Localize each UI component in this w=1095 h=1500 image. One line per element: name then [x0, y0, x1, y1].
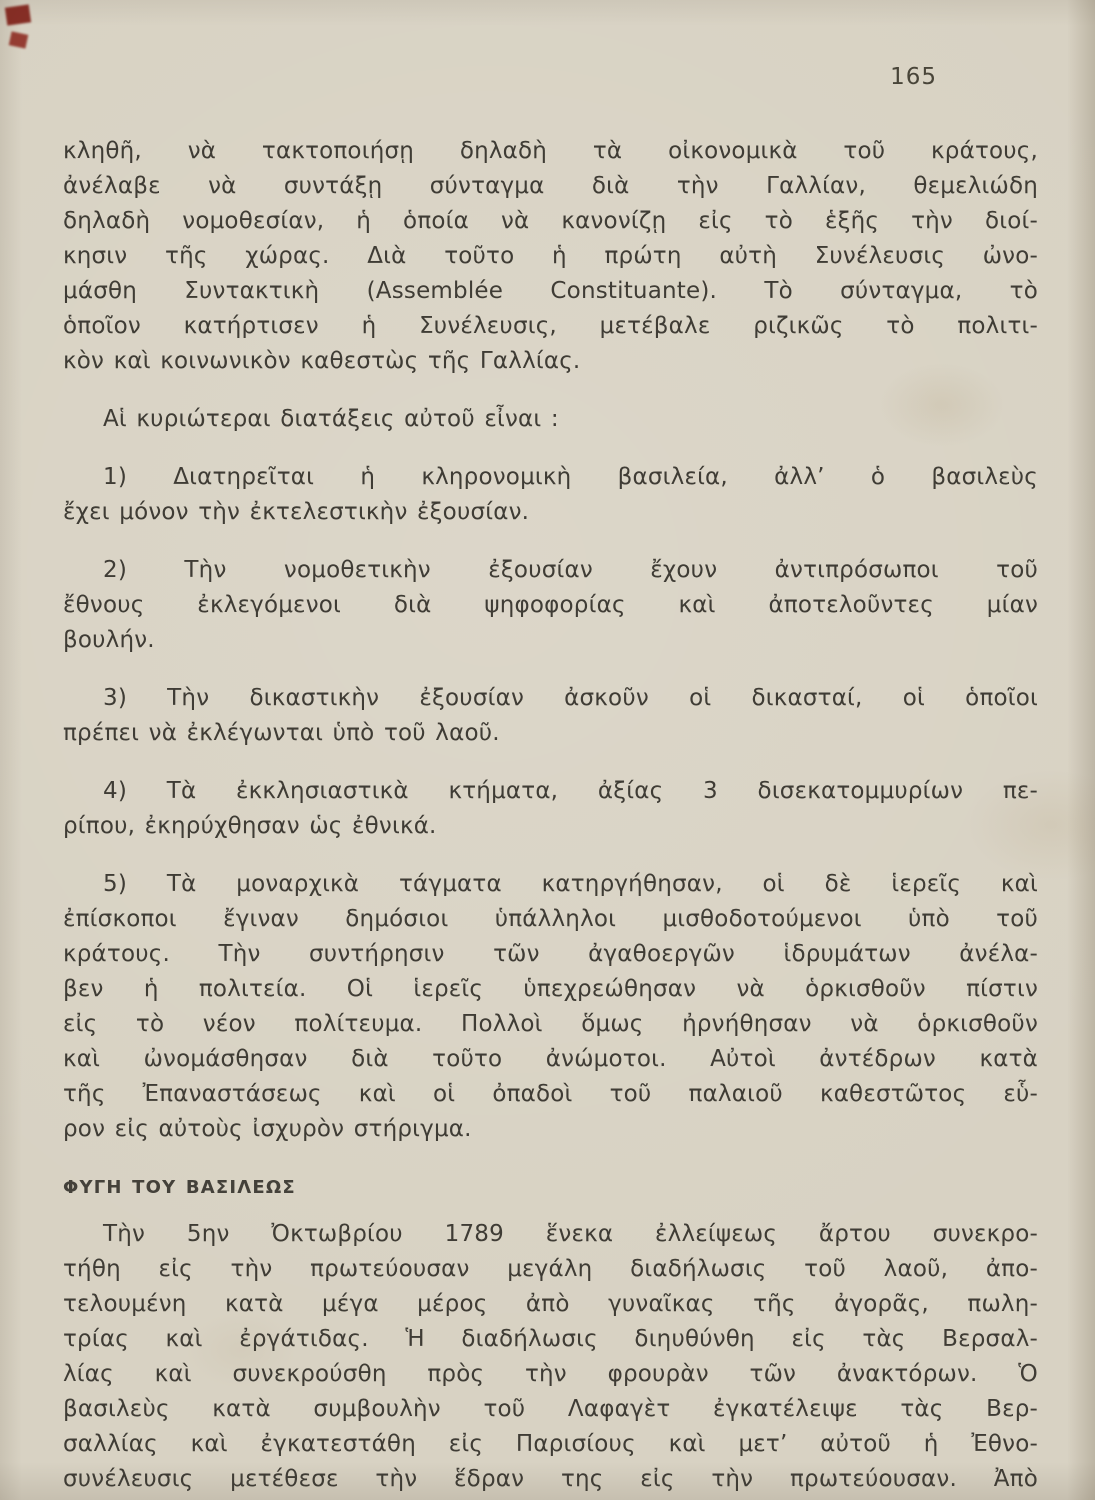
text-line: κὸν καὶ κοινωνικὸν καθεστὼς τῆς Γαλλίας. [63, 348, 581, 374]
text-line: ἀνέλαβε νὰ συντάξῃ σύνταγμα διὰ τὴν Γαλλίαν, θεμελιώδη [63, 173, 1038, 199]
text-line: δηλαδὴ νομοθεσίαν, ἡ ὁποία νὰ κανονίζῃ εἰς τὸ ἑξῆς τὴν διοί- [63, 208, 1038, 234]
text-line: 3) Τὴν δικαστικὴν ἐξουσίαν ἀσκοῦν οἱ δικασταί, οἱ ὁποῖοι [103, 685, 1038, 711]
red-ink-mark [5, 4, 31, 25]
text-line: Τὴν 5ην Ὀκτωβρίου 1789 ἕνεκα ἐλλείψεως ἄρτου συνεκρο- [103, 1221, 1038, 1247]
text-line: τελουμένη κατὰ μέγα μέρος ἀπὸ γυναῖκας τῆς ἀγορᾶς, πωλη- [63, 1291, 1038, 1317]
text-block [63, 134, 1038, 1500]
text-line: βεν ἡ πολιτεία. Οἱ ἱερεῖς ὑπεχρεώθησαν νὰ ὁρκισθοῦν πίστιν [63, 976, 1038, 1002]
text-line: ἔθνους ἐκλεγόμενοι διὰ ψηφοφορίας καὶ ἀποτελοῦντες μίαν [63, 592, 1038, 618]
text-line: βασιλεὺς κατὰ συμβουλὴν τοῦ Λαφαγὲτ ἐγκατέλειψε τὰς Βερ- [63, 1396, 1038, 1422]
text-line: ὁποῖον κατήρτισεν ἡ Συνέλευσις, μετέβαλε ριζικῶς τὸ πολιτι- [63, 313, 1038, 339]
text-line: εἰς τὸ νέον πολίτευμα. Πολλοὶ ὅμως ἠρνήθησαν νὰ ὁρκισθοῦν [63, 1011, 1038, 1037]
text-line: ἐπίσκοποι ἔγιναν δημόσιοι ὑπάλληλοι μισθοδοτούμενοι ὑπὸ τοῦ [63, 906, 1038, 932]
text-line: πρέπει νὰ ἐκλέγωνται ὑπὸ τοῦ λαοῦ. [63, 720, 500, 746]
text-line: βουλήν. [63, 627, 155, 653]
section-heading: ΦΥΓΗ ΤΟΥ ΒΑΣΙΛΕΩΣ [63, 1177, 296, 1198]
text-line: τήθη εἰς τὴν πρωτεύουσαν μεγάλη διαδήλωσις τοῦ λαοῦ, ἀπο- [63, 1256, 1038, 1282]
text-line: κληθῆ, νὰ τακτοποιήσῃ δηλαδὴ τὰ οἰκονομικὰ τοῦ κράτους, [63, 138, 1038, 164]
text-line: κησιν τῆς χώρας. Διὰ τοῦτο ἡ πρώτη αὐτὴ Συνέλευσις ὠνο- [63, 243, 1038, 269]
text-line: σαλλίας καὶ ἐγκατεστάθη εἰς Παρισίους καὶ μετ’ αὐτοῦ ἡ Ἐθνο- [63, 1431, 1038, 1457]
text-line: καὶ ὠνομάσθησαν διὰ τοῦτο ἀνώμοτοι. Αὐτοὶ ἀντέδρων κατὰ [63, 1046, 1038, 1072]
text-line: τρίας καὶ ἐργάτιδας. Ἡ διαδήλωσις διηυθύνθη εἰς τὰς Βερσαλ- [63, 1326, 1038, 1352]
text-line: κράτους. Τὴν συντήρησιν τῶν ἀγαθοεργῶν ἱδρυμάτων ἀνέλα- [63, 941, 1038, 967]
red-ink-mark [9, 31, 29, 48]
text-line: ἔχει μόνον τὴν ἐκτελεστικὴν ἐξουσίαν. [63, 499, 530, 525]
text-line: 4) Τὰ ἐκκλησιαστικὰ κτήματα, ἀξίας 3 δισεκατομμυρίων πε- [103, 778, 1038, 804]
text-line: ρον εἰς αὐτοὺς ἰσχυρὸν στήριγμα. [63, 1116, 472, 1142]
text-line: λίας καὶ συνεκρούσθη πρὸς τὴν φρουρὰν τῶν ἀνακτόρων. Ὁ [63, 1361, 1038, 1387]
text-line: τῆς Ἐπαναστάσεως καὶ οἱ ὀπαδοὶ τοῦ παλαιοῦ καθεστῶτος εὗ- [63, 1081, 1038, 1107]
text-line: Αἱ κυριώτεραι διατάξεις αὐτοῦ εἶναι : [103, 406, 559, 432]
text-line: ρίπου, ἐκηρύχθησαν ὡς ἐθνικά. [63, 813, 437, 839]
text-line: συνέλευσις μετέθεσε τὴν ἕδραν της εἰς τὴν πρωτεύουσαν. Ἀπὸ [63, 1466, 1038, 1492]
text-line: μάσθη Συντακτικὴ (Assemblée Constituante). Τὸ σύνταγμα, τὸ [63, 278, 1038, 304]
text-line: 2) Τὴν νομοθετικὴν ἐξουσίαν ἔχουν ἀντιπρόσωποι τοῦ [103, 557, 1038, 583]
text-line: 1) Διατηρεῖται ἡ κληρονομικὴ βασιλεία, ἀλλ’ ὁ βασιλεὺς [103, 464, 1038, 490]
text-line: 5) Τὰ μοναρχικὰ τάγματα κατηργήθησαν, οἱ δὲ ἱερεῖς καὶ [103, 871, 1038, 897]
page-number: 165 [890, 64, 937, 90]
